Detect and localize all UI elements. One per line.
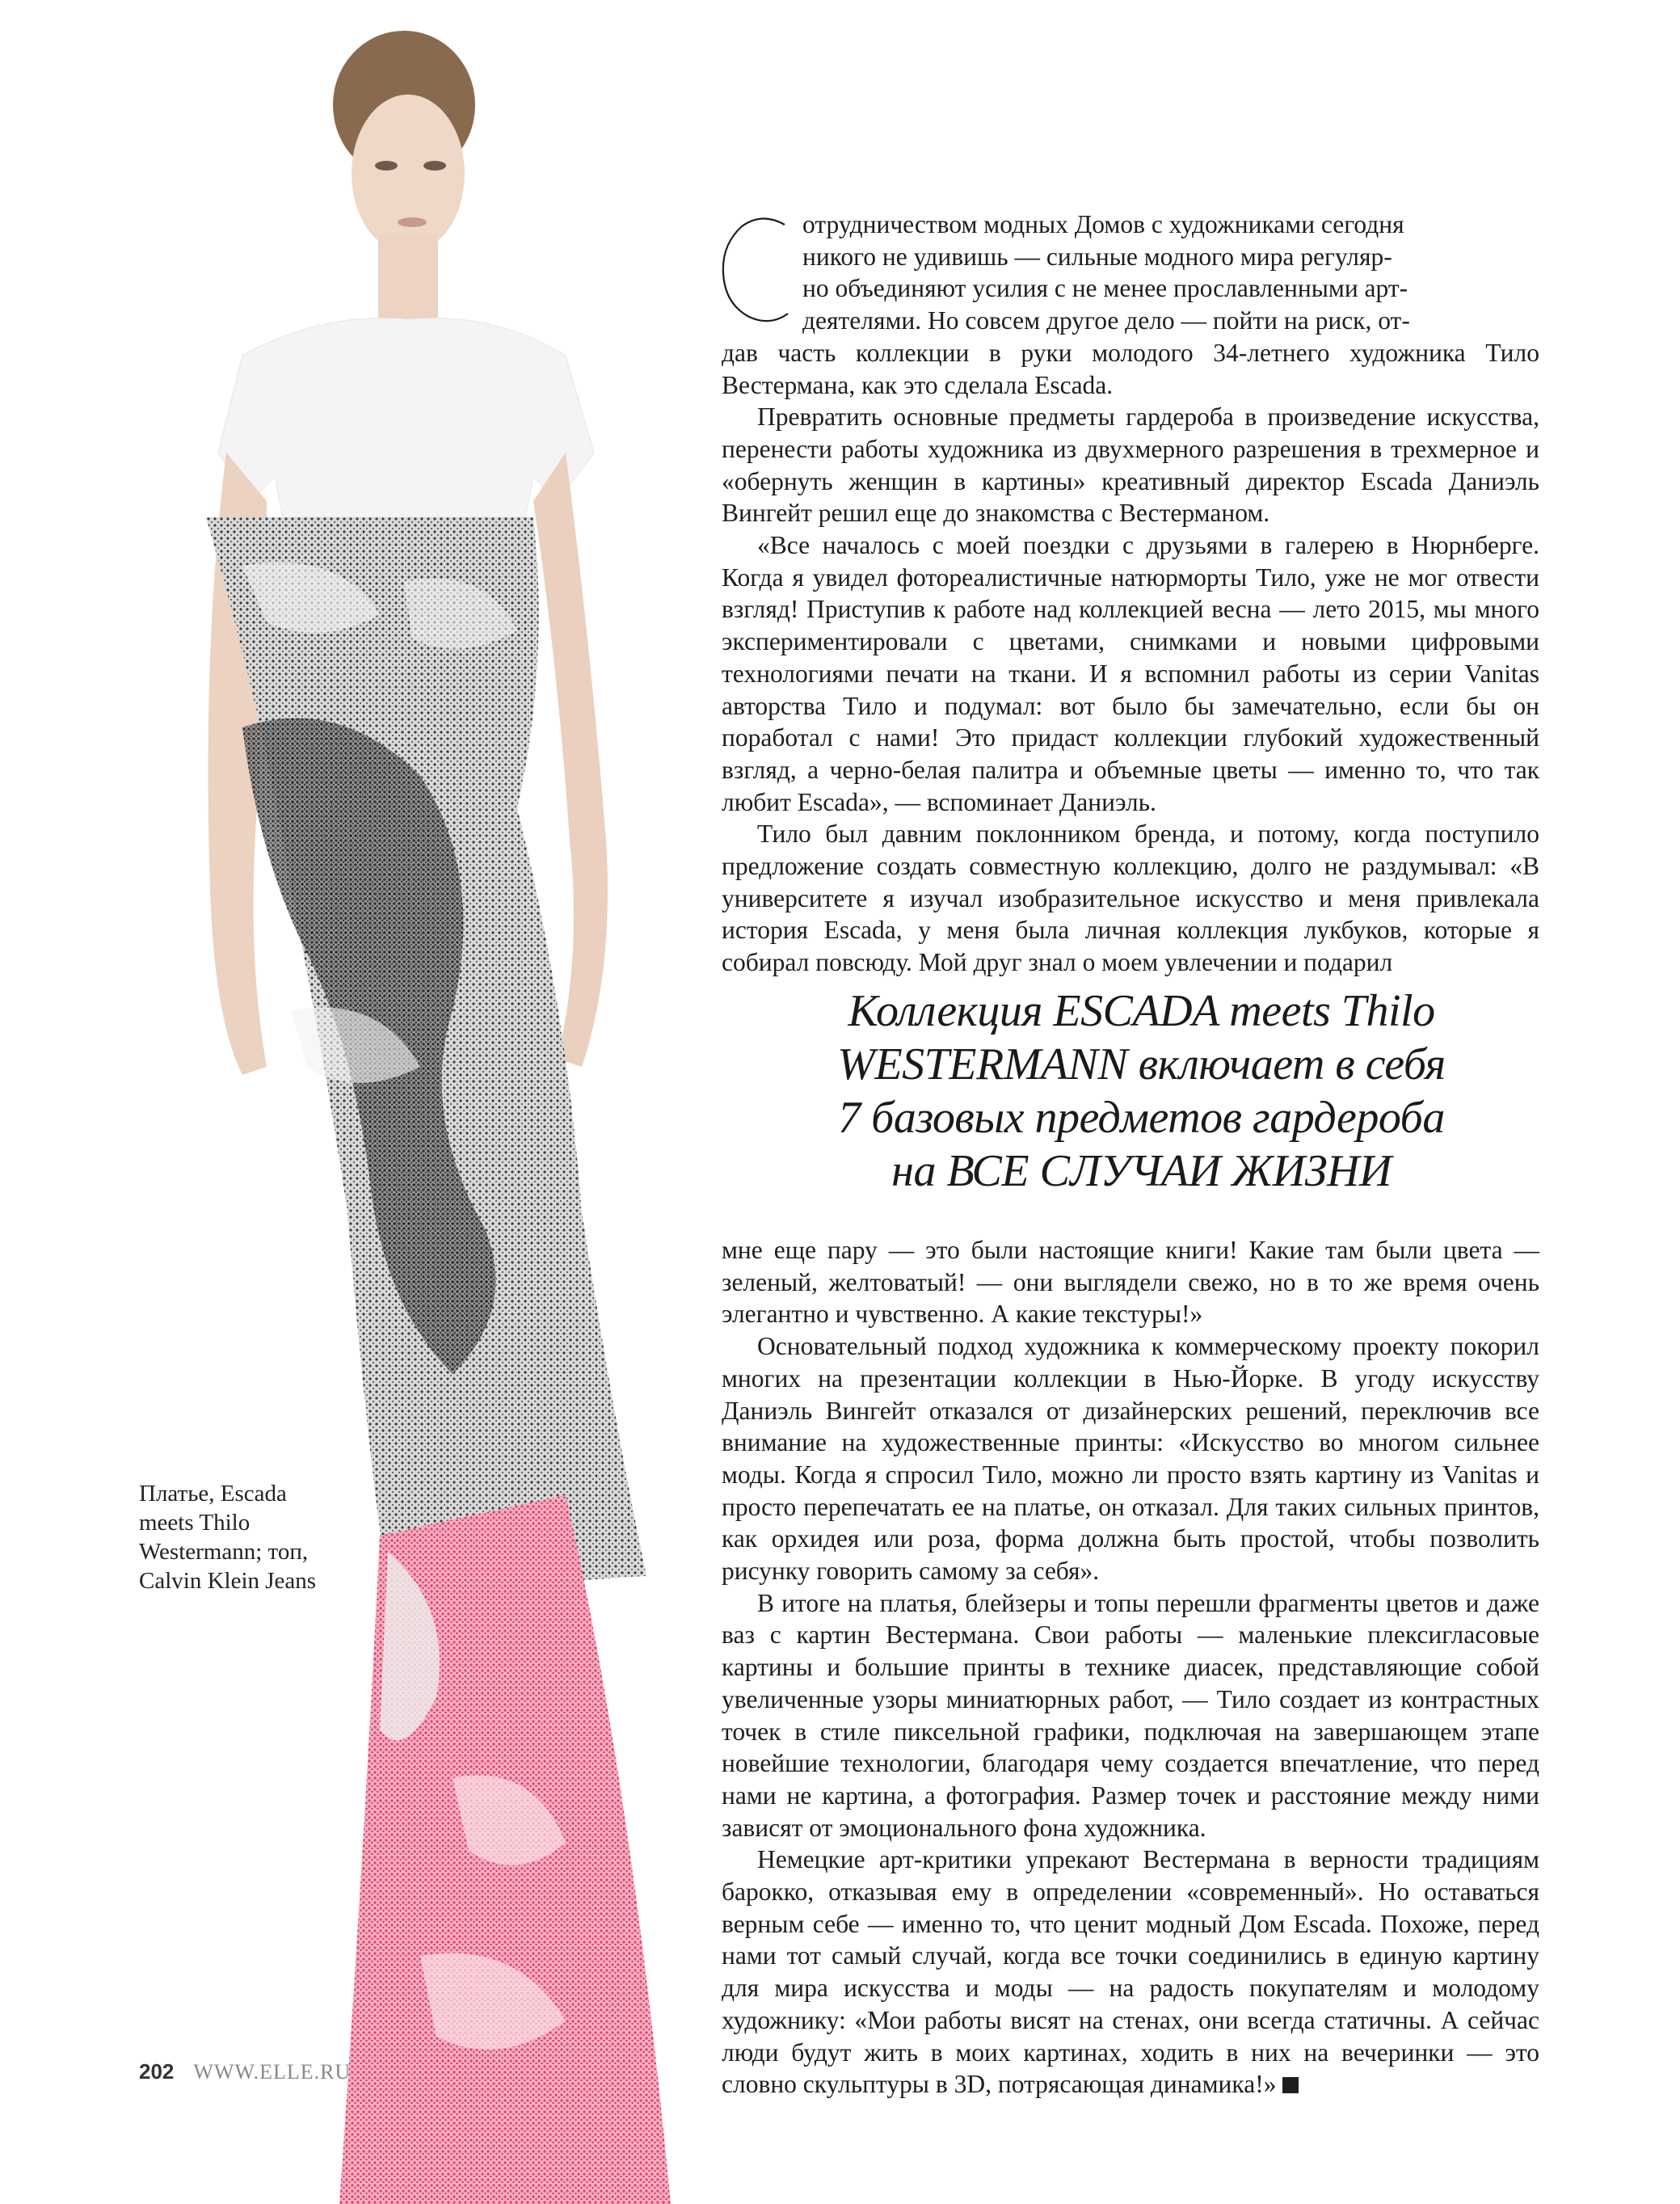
dropcap-c	[714, 209, 794, 330]
para1-line: деятелями. Но совсем другое дело — пойти на риск, от-	[802, 306, 1410, 335]
first-paragraph	[722, 209, 1539, 401]
paragraph: Основательный подход художника к коммерческому проекту покорил многих на презентации коллекции в Нью-Йорке. В угоду искусству Даниэль Вингейт отказался от дизайнерских решений, переключив все внимание на художественные принты: «Искусство во многом сильнее моды. Когда я спросил Тило, можно ли просто взять картину из Vanitas и просто перепечатать ее на платье, он отказал. Для таких сильных принтов, как орхидея или роза, форма должна быть простой, чтобы позволить рисунку говорить самому за себя».	[722, 1332, 1539, 1586]
caption-line: meets Thilo	[139, 1510, 251, 1536]
final-paragraph	[722, 1844, 1539, 2101]
final-paragraph-text: Немецкие арт-критики упрекают Вестермана в верности традициям барокко, отказывая ему в определении «современный». Но оставаться верным себе — именно то, что ценит модный Дом Escada. Похоже, перед нами тот самый случай, когда все точки соединились в единую картину для мира искусства и моды — на радость покупателям и молодому художнику: «Мои работы висят на стенах, они всегда статичны. А сейчас люди будут жить в моих картинах, ходить в них на вечеринки — это словно скульптуры в 3D, потрясающая динамика!»	[722, 1845, 1539, 2099]
pull-quote-line: WESTERMANN включает в себя	[837, 1039, 1446, 1089]
site-url: WWW.ELLE.RU	[193, 2060, 352, 2084]
paragraph: В итоге на платья, блейзеры и топы перешли фрагменты цветов и даже ваз с картин Вестермана. Свои работы — маленькие плексигласовые картины и большие принты в технике диасек, представляющие собой увеличенные узоры миниатюрных работ, — Тило создает из контрастных точек в стиле пиксельной графики, подключая на завершающем этапе новейшие технологии, благодаря чему создается впечатление, что перед нами не картина, а фотография. Размер точек и расстояние между ними зависят от эмоционального фона художника.	[722, 1588, 1539, 1842]
paragraph: мне еще пару — это были настоящие книги! Какие там были цвета — зеленый, желтоватый! — они выглядели свежо, но в то же время очень элегантно и чувственно. А какие текстуры!»	[722, 1236, 1539, 1329]
paragraph: Тило был давним поклонником бренда, и потому, когда поступило предложение создать совместную коллекцию, долго не раздумывал: «В университете я изучал изобразительное искусство и меня привлекала история Escada, у меня была личная коллекция лукбуков, которые я собирал повсюду. Мой друг знал о моем увлечении и подарил	[722, 820, 1539, 977]
para1-rest: дав часть коллекции в руки молодого 34-летнего художника Тило Вестермана, как это сделала Escada.	[722, 338, 1539, 399]
pull-quote	[760, 984, 1523, 1198]
paragraph: «Все началось с моей поездки с друзьями в галерею в Нюрнберге. Когда я увидел фотореалистичные натюрморты Тило, уже не мог отвести взгляд! Приступив к работе над коллекцией весна — лето 2015, мы много экспериментировали с цветами, снимками и новыми цифровыми технологиями печати на ткани. И я вспомнил работы из серии Vanitas авторства Тило и подумал: вот было бы замечательно, если бы он поработал с нами! Это придаст коллекции глубокий художественный взгляд, а черно-белая палитра и объемные цветы — именно то, что так любит Escada», — вспоминает Даниэль.	[722, 531, 1539, 816]
para1-line: никого не удивишь — сильные модного мира регуляр-	[802, 242, 1392, 271]
photo-caption	[139, 1479, 373, 1595]
para1-line: но объединяют усилия с не менее прославленными арт-	[802, 274, 1408, 303]
model-illustration	[0, 0, 711, 2204]
para1-line: отрудничеством модных Домов с художниками сегодня	[802, 210, 1404, 238]
fashion-photo	[0, 0, 711, 2204]
page-number: 202	[139, 2059, 175, 2084]
end-mark-icon	[1282, 2077, 1299, 2093]
pull-quote-line: Коллекция ESCADA meets Thilo	[848, 986, 1435, 1036]
article-body-lower	[722, 1234, 1539, 2101]
face	[352, 95, 465, 253]
pull-quote-line: 7 базовых предметов гардероба	[838, 1093, 1445, 1143]
caption-line: Calvin Klein Jeans	[139, 1568, 317, 1594]
caption-line: Платье, Escada	[139, 1481, 287, 1507]
caption-line: Westermann; топ,	[139, 1539, 309, 1565]
folio	[139, 2059, 351, 2084]
pull-quote-line: на ВСЕ СЛУЧАИ ЖИЗНИ	[891, 1146, 1392, 1196]
article-body-upper	[722, 209, 1539, 979]
paragraph: Превратить основные предметы гардероба в произведение искусства, перенести работы художника из двухмерного разрешения в трехмерное и «обернуть женщин в картины» креативный директор Escada Даниэль Вингейт решил еще до знакомства с Вестерманом.	[722, 402, 1539, 528]
